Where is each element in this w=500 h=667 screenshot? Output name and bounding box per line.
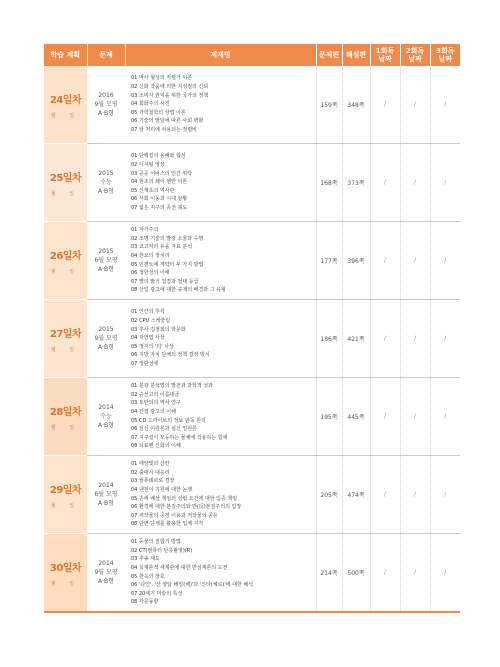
day-cell — [44, 222, 87, 300]
exam-cell — [87, 378, 125, 456]
passages-cell — [125, 222, 316, 300]
answer-page-cell: 396쪽 — [342, 222, 370, 300]
passage-item: 05 신재초의 역사관 — [131, 187, 175, 194]
passage-item: 08 각문동향 — [131, 599, 159, 606]
exam-cell — [87, 300, 125, 378]
exam-line: A·B형 — [98, 500, 114, 507]
passage-item: 06 '다인', '산 양탐 해킹(해)'과 '신타(체로)'에 대한 해석 — [131, 582, 254, 589]
problem-page-cell: 205쪽 — [316, 456, 342, 534]
day-cell — [44, 144, 87, 222]
date-month-day-label: 월 일 — [50, 580, 81, 587]
passage-item: 01 인간의 후각 — [131, 309, 165, 316]
exam-cell — [87, 534, 125, 613]
table-row — [44, 456, 460, 534]
passage-item: 02 CPU 스케줄링 — [131, 318, 171, 325]
passages-cell — [125, 300, 316, 378]
passage-item: 02 조명 기술의 발광 소울과 수명 — [131, 235, 204, 242]
review-date-cell-1[interactable]: / — [370, 378, 400, 456]
header-problem-page: 문제편 — [316, 44, 342, 66]
table-row — [44, 534, 460, 613]
exam-cell — [87, 456, 125, 534]
header-plan: 학습 계획 — [44, 44, 87, 66]
table-row — [44, 144, 460, 222]
passage-item: 04 간접 광고의 이해 — [131, 408, 176, 415]
day-cell — [44, 378, 87, 456]
review-date-cell-3[interactable]: / — [430, 222, 460, 300]
header-review-1: 1회독 날짜 — [370, 44, 400, 66]
exam-line: 6월 모평 — [94, 491, 118, 498]
passage-item: 05 손에 배상 책임의 성립 요건에 대한 입증 책임 — [131, 495, 238, 502]
passage-item: 05 한옥의 창호 — [131, 573, 165, 580]
study-plan-table — [44, 44, 460, 613]
exam-line: 2016 — [98, 92, 114, 99]
passages-cell — [125, 378, 316, 456]
day-cell — [44, 456, 87, 534]
passage-item: 02 신화 작품에 의한 지성절의 신뢰 — [131, 84, 209, 91]
day-cell — [44, 66, 87, 144]
passage-item: 08 단면 단제를 활용한 입체 지각 — [131, 521, 204, 528]
passages-cell — [125, 66, 316, 144]
passage-item: 06 기술의 발달에 따른 사회 변화 — [131, 118, 204, 125]
day-label: 25일차 — [49, 172, 82, 184]
passage-item: 05 가학철학의 상법 이론 — [131, 109, 186, 116]
review-date-cell-2[interactable]: / — [400, 66, 430, 144]
exam-line: 2014 — [98, 482, 114, 489]
review-date-cell-2[interactable]: / — [400, 222, 430, 300]
exam-line: 9월 모평 — [94, 569, 118, 576]
exam-line: 수능 — [100, 179, 112, 186]
day-label: 24일차 — [49, 94, 82, 106]
exam-cell — [87, 144, 125, 222]
date-month-day-label: 월 일 — [50, 502, 81, 509]
passage-item: 05 정지의 '의' 사상 — [131, 343, 174, 350]
passage-item: 03 추송 세도 — [131, 556, 160, 563]
review-date-cell-1[interactable]: / — [370, 300, 400, 378]
header-review-2: 2회독 날짜 — [400, 44, 430, 66]
exam-line: A·B형 — [98, 188, 114, 195]
day-cell — [44, 534, 87, 613]
passage-item: 07 넓은 지구의 공전 궤도 — [131, 204, 188, 211]
day-label: 28일차 — [49, 406, 82, 418]
review-date-cell-2[interactable]: / — [400, 534, 430, 613]
answer-page-cell: 500쪽 — [342, 534, 370, 613]
passage-item: 01 분광 분석법의 발전과 과학적 성과 — [131, 383, 213, 390]
passage-item: 01 태양빛의 산란 — [131, 461, 170, 468]
review-date-cell-1[interactable]: / — [370, 534, 400, 613]
passage-item: 01 등물의 질합기 방법 — [131, 539, 181, 546]
date-month-day-label: 월 일 — [50, 346, 81, 353]
review-date-cell-1[interactable]: / — [370, 456, 400, 534]
passage-item: 03 토탄되의 역사 연구 — [131, 400, 181, 407]
date-month-day-label: 월 일 — [50, 424, 81, 431]
passage-item: 04 회화주의 사진 — [131, 101, 170, 108]
passage-item: 04 현조의 쇄이 챈란 이론 — [131, 179, 188, 186]
passage-item: 01 역사 형성의 직렬가 이론 — [131, 75, 193, 82]
exam-line: 9월 모평 — [94, 335, 118, 342]
review-date-cell-3[interactable]: / — [430, 300, 460, 378]
table-row — [44, 378, 460, 456]
review-date-cell-2[interactable]: / — [400, 144, 430, 222]
review-date-cell-1[interactable]: / — [370, 66, 400, 144]
passage-item: 06 지방 자치 단체의 정책 결정 방식 — [131, 352, 210, 359]
passage-item: 03 공공 서비스의 민간 위탁 — [131, 170, 193, 177]
passages-cell — [125, 456, 316, 534]
passage-item: 08 산업 광고에 대한 규제의 배경과 그 유형 — [131, 287, 226, 294]
header-review-3: 3회독 날짜 — [430, 44, 460, 66]
passage-item: 07 앞 처리에 사용되는 정렬비 — [131, 126, 197, 133]
passage-item: 03 추사 김정희의 학문화 — [131, 326, 186, 333]
date-month-day-label: 월 일 — [50, 268, 81, 275]
answer-page-cell: 348쪽 — [342, 66, 370, 144]
day-cell — [44, 300, 87, 378]
passages-cell — [125, 144, 316, 222]
passage-item: 04 낸천이 기원에 대한 논쟁 — [131, 486, 193, 493]
passage-item: 04 한요의 정치리 — [131, 252, 170, 259]
review-date-cell-2[interactable]: / — [400, 456, 430, 534]
passage-item: 06 사회 이동과 시대 상황 — [131, 196, 188, 203]
exam-line: A·B형 — [98, 344, 114, 351]
exam-line: 6월 모평 — [94, 257, 118, 264]
passage-item: 02 디지털 영상 — [131, 162, 165, 169]
passage-item: 05 CD 드라이브의 정보 판독 원리 — [131, 417, 206, 424]
passage-item: 07 지구설이 모등하는 물체에 작용하는 힘에 — [131, 434, 228, 441]
exam-line: A·B형 — [98, 422, 114, 429]
review-date-cell-3[interactable]: / — [430, 456, 460, 534]
problem-page-cell: 159쪽 — [316, 66, 342, 144]
table-row — [44, 222, 460, 300]
passage-item: 03 소비자 권익을 위한 국가의 정책 — [131, 92, 209, 99]
exam-line: A·B형 — [98, 110, 114, 117]
passage-item: 05 민첸트에 계약의 두 가지 방법 — [131, 261, 204, 268]
review-date-cell-3[interactable]: / — [430, 378, 460, 456]
passage-item: 06 심신 이원론과 심신 일원론 — [131, 426, 197, 433]
passage-item: 02 출대시 대응리 — [131, 469, 170, 476]
day-label: 29일차 — [49, 484, 82, 496]
day-label: 26일차 — [49, 250, 82, 262]
exam-line: 9월 모평 — [94, 101, 118, 108]
exam-line: 2014 — [98, 404, 114, 411]
review-date-cell-3[interactable]: / — [430, 144, 460, 222]
passage-item: 07 정단성에 — [131, 360, 159, 367]
date-month-day-label: 월 일 — [50, 190, 81, 197]
table-row — [44, 300, 460, 378]
exam-cell — [87, 222, 125, 300]
header-row — [44, 44, 460, 66]
passage-item: 07 저작물의 공정 이용과 저작물의 공유 — [131, 512, 218, 519]
passage-item: 03 컴퓨테르로 경장 — [131, 478, 175, 485]
exam-line: 2015 — [98, 326, 114, 333]
passage-item: 07 별의 밝기 집결과 절대 등급 — [131, 278, 199, 285]
problem-page-cell: 186쪽 — [316, 300, 342, 378]
exam-line: 2015 — [98, 170, 114, 177]
passage-item: 02 CT(컴퓨터 단층촬영)(R) — [131, 547, 193, 554]
passage-item: 08 뇌료팬 신화의 이해 — [131, 443, 181, 450]
answer-page-cell: 421쪽 — [342, 300, 370, 378]
review-date-cell-2[interactable]: / — [400, 378, 430, 456]
header-passages: 제재명 — [125, 44, 316, 66]
problem-page-cell: 214쪽 — [316, 534, 342, 613]
answer-page-cell: 445쪽 — [342, 378, 370, 456]
exam-line: 2014 — [98, 560, 114, 567]
day-label: 27일차 — [49, 328, 82, 340]
table-row — [44, 66, 460, 144]
review-date-cell-3[interactable]: / — [430, 66, 460, 144]
header-exam: 문제 — [87, 44, 125, 66]
passage-item: 06 정한성의 이해 — [131, 270, 170, 277]
passage-item: 01 단백질의 용해와 합성 — [131, 153, 186, 160]
passage-item: 07 20세기 미술의 특성 — [131, 590, 183, 597]
review-date-cell-2[interactable]: / — [400, 300, 430, 378]
passage-item: 02 승선고의 이름대금 — [131, 391, 180, 398]
day-label: 30일차 — [49, 562, 82, 574]
answer-page-cell: 373쪽 — [342, 144, 370, 222]
passage-item: 04 실재론적 세계관에 대한 반실재론의 도전 — [131, 564, 228, 571]
date-month-day-label: 월 일 — [50, 112, 81, 119]
answer-page-cell: 474쪽 — [342, 456, 370, 534]
passages-cell — [125, 534, 316, 613]
problem-page-cell: 195쪽 — [316, 378, 342, 456]
review-date-cell-3[interactable]: / — [430, 534, 460, 613]
problem-page-cell: 168쪽 — [316, 144, 342, 222]
exam-cell — [87, 66, 125, 144]
passage-item: 04 자연법 사상 — [131, 335, 165, 342]
passage-item: 06 환경에 대한 본질주의와 반(反)본질주의의 입장 — [131, 504, 242, 511]
problem-page-cell: 177쪽 — [316, 222, 342, 300]
header-answer-page: 해설편 — [342, 44, 370, 66]
passage-item: 01 자가주의 — [131, 227, 159, 234]
exam-line: 2015 — [98, 248, 114, 255]
review-date-cell-1[interactable]: / — [370, 144, 400, 222]
review-date-cell-1[interactable]: / — [370, 222, 400, 300]
exam-line: 수능 — [100, 413, 112, 420]
exam-line: A·B형 — [98, 578, 114, 585]
exam-line: A·B형 — [98, 266, 114, 273]
passage-item: 03 교고처리 유을 자료 분석 — [131, 244, 193, 251]
